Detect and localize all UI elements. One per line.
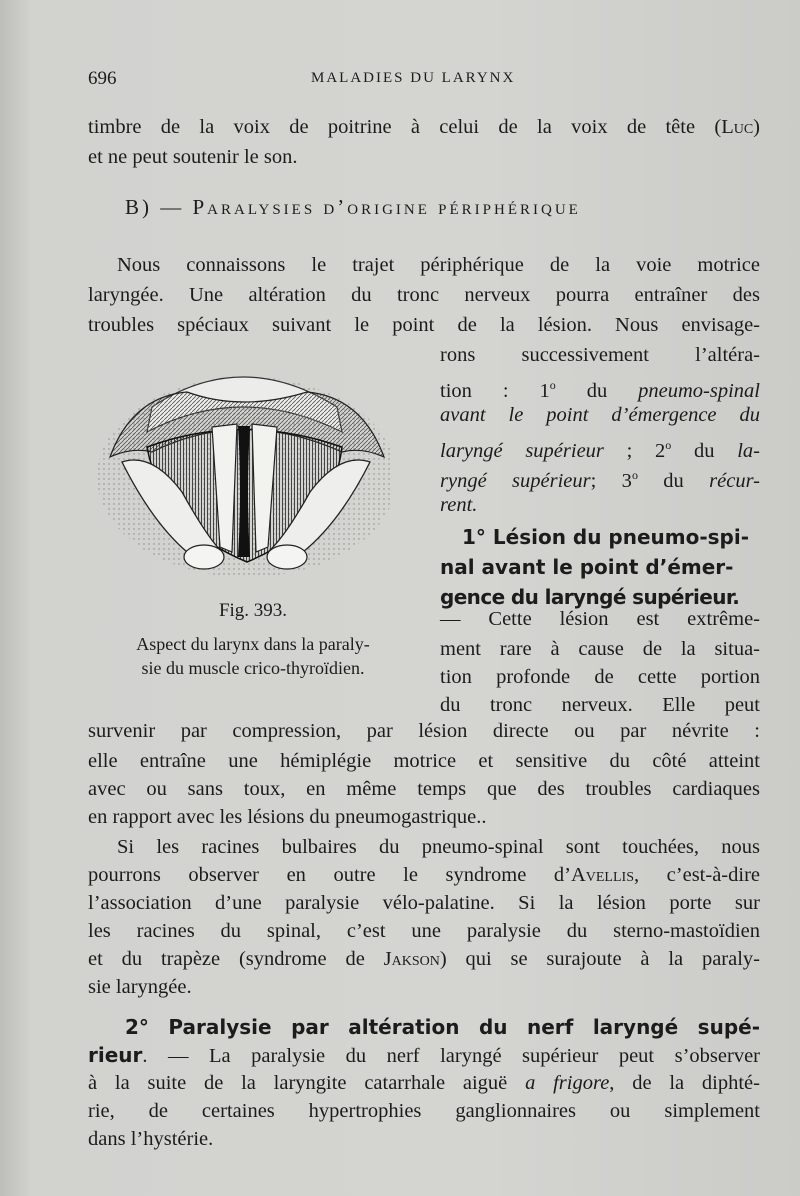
author-name: Luc xyxy=(721,116,754,138)
larynx-figure xyxy=(92,352,392,592)
text-line: avant le point d’émergence du xyxy=(440,404,760,426)
figure-caption: Aspect du larynx dans la paraly- sie du muscle crico-thyroïdien. xyxy=(136,634,370,678)
text-line: et du trapèze (syndrome de Jakson) qui se surajoute à la paraly- xyxy=(88,948,760,970)
text-line: laryngée. Une altération du tronc nerveux pourra entraîner des xyxy=(88,284,760,306)
figure-number: Fig. 393. xyxy=(218,600,288,621)
text-line: Nous connaissons le trajet périphérique de la voie motrice xyxy=(117,254,760,276)
running-head: MALADIES DU LARYNX xyxy=(311,70,516,86)
text-line: à la suite de la laryngite catarrhale aiguë a frigore, de la diphté- xyxy=(88,1072,760,1094)
text-line: avec ou sans toux, en même temps que des troubles cardiaques xyxy=(88,778,760,800)
text-line: ment rare à cause de la situa- xyxy=(440,638,760,660)
subsection-heading: nal avant le point d’émer- xyxy=(440,555,734,579)
page-number: 696 xyxy=(88,68,117,89)
text-line: — Cette lésion est extrême- xyxy=(440,608,760,630)
text-line: et ne peut soutenir le son. xyxy=(88,146,298,168)
text-line: rie, de certaines hypertrophies ganglionnaires ou simplement xyxy=(88,1100,760,1122)
author-name: Jakson xyxy=(383,948,440,970)
text-line: timbre de la voix de poitrine à celui de la voix de tête (Luc) xyxy=(88,116,760,138)
subsection-heading-end: rieur xyxy=(88,1043,143,1067)
text-line: survenir par compression, par lésion directe ou par névrite : xyxy=(88,720,760,742)
text-line: rons successivement l’altéra- xyxy=(440,344,760,366)
page-header xyxy=(88,68,768,92)
text-line: troubles spéciaux suivant le point de la lésion. Nous envisage- xyxy=(88,314,760,336)
subsection-heading: gence du laryngé supérieur. xyxy=(440,585,740,609)
text-line: rieur. — La paralysie du nerf laryngé supérieur peut s’observer xyxy=(88,1043,760,1067)
subsection-heading: 1° Lésion du pneumo-spi- xyxy=(462,525,750,549)
author-name: Avellis xyxy=(570,864,634,886)
text-line: en rapport avec les lésions du pneumogastrique.. xyxy=(88,806,487,828)
text-line: elle entraîne une hémiplégie motrice et sensitive du côté atteint xyxy=(88,750,760,772)
text-line: pourrons observer en outre le syndrome d’Avellis, c’est-à-dire xyxy=(88,864,760,886)
text-line: ryngé supérieur; 3$^o$ du récur- xyxy=(440,468,760,492)
text-line: Si les racines bulbaires du pneumo-spinal sont touchées, nous xyxy=(117,836,760,858)
text-line: sie laryngée. xyxy=(88,976,192,998)
text-line: dans l’hystérie. xyxy=(88,1128,214,1150)
text-line: rent. xyxy=(440,494,478,516)
section-title: B) — Paralysies d’origine périphérique xyxy=(125,195,581,219)
text-line: tion : 1$^o$ du pneumo-spinal xyxy=(440,378,761,402)
text-line: l’association d’une paralysie vélo-palatine. Si la lésion porte sur xyxy=(88,892,760,914)
subsection-heading: 2° Paralysie par altération du nerf laryngé supé- xyxy=(125,1015,760,1039)
text-line: du tronc nerveux. Elle peut xyxy=(440,694,760,716)
text-line: tion profonde de cette portion xyxy=(440,666,760,688)
text-line: les racines du spinal, c’est une paralysie du sterno-mastoïdien xyxy=(88,920,760,942)
text-line: laryngé supérieur ; 2$^o$ du la- xyxy=(440,438,761,462)
